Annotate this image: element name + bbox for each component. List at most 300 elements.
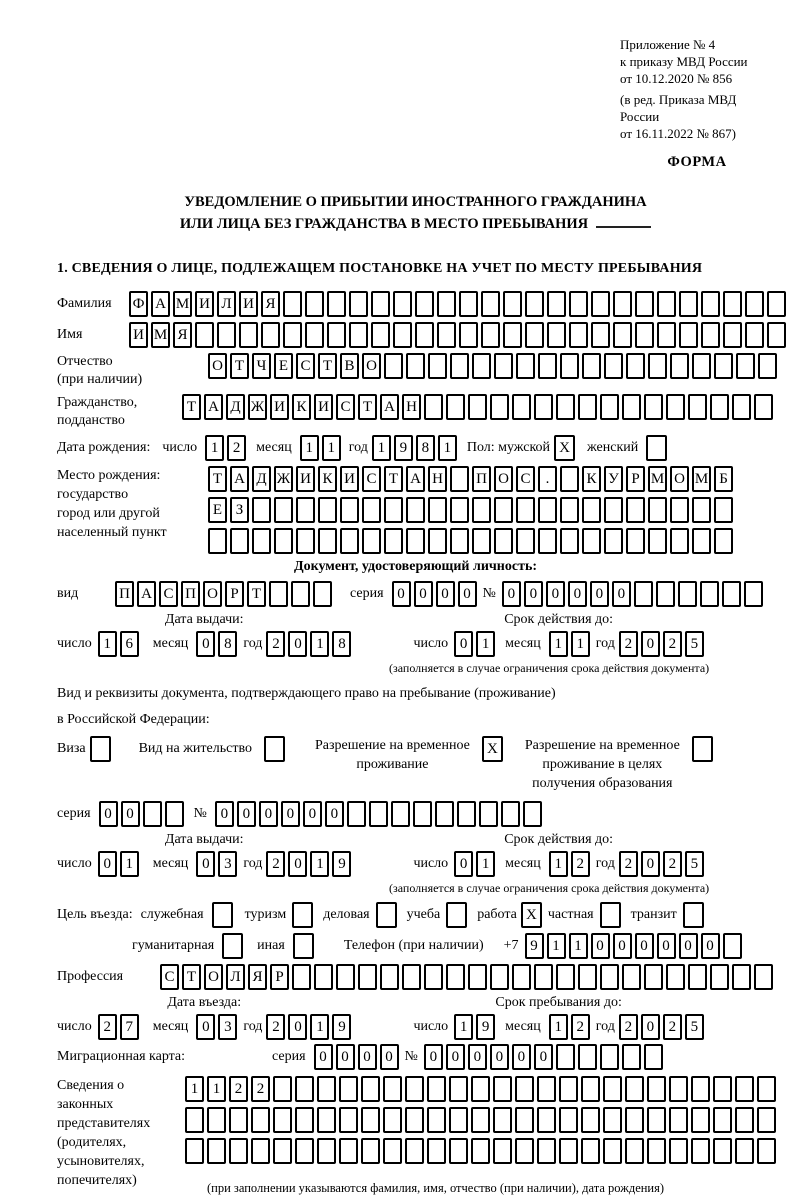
form-cell[interactable] <box>393 322 412 348</box>
form-cell[interactable]: 1 <box>438 435 457 461</box>
form-cell[interactable]: 6 <box>120 631 139 657</box>
temp-residence-checkbox[interactable]: X <box>482 736 503 762</box>
form-cell[interactable] <box>691 1107 710 1133</box>
form-cell[interactable] <box>449 1138 468 1164</box>
form-cell[interactable] <box>537 1138 556 1164</box>
form-cell[interactable] <box>283 322 302 348</box>
form-cell[interactable] <box>688 964 707 990</box>
birth-month-field[interactable] <box>300 435 341 461</box>
form-cell[interactable]: Т <box>358 394 377 420</box>
form-cell[interactable] <box>424 394 443 420</box>
form-cell[interactable] <box>358 964 377 990</box>
form-cell[interactable] <box>383 1138 402 1164</box>
form-cell[interactable]: Т <box>182 394 201 420</box>
form-cell[interactable]: 2 <box>663 631 682 657</box>
form-cell[interactable] <box>582 528 601 554</box>
form-cell[interactable] <box>525 322 544 348</box>
form-cell[interactable]: Т <box>247 581 266 607</box>
form-cell[interactable] <box>581 1138 600 1164</box>
form-cell[interactable] <box>604 497 623 523</box>
doc-expiry-month[interactable] <box>549 631 590 657</box>
form-cell[interactable] <box>208 528 227 554</box>
form-cell[interactable] <box>713 1138 732 1164</box>
form-cell[interactable] <box>349 291 368 317</box>
form-cell[interactable] <box>635 291 654 317</box>
residence-permit-checkbox[interactable] <box>264 736 285 762</box>
stay-year[interactable] <box>619 1014 704 1040</box>
form-cell[interactable] <box>710 394 729 420</box>
purpose-other-checkbox[interactable] <box>293 933 314 959</box>
form-cell[interactable] <box>666 964 685 990</box>
form-cell[interactable] <box>626 497 645 523</box>
form-cell[interactable]: 1 <box>571 631 590 657</box>
form-cell[interactable]: 0 <box>468 1044 487 1070</box>
form-cell[interactable] <box>274 497 293 523</box>
form-cell[interactable] <box>415 322 434 348</box>
form-cell[interactable] <box>347 801 366 827</box>
form-cell[interactable]: 0 <box>314 1044 333 1070</box>
form-cell[interactable] <box>560 353 579 379</box>
form-cell[interactable]: 0 <box>392 581 411 607</box>
form-cell[interactable] <box>437 322 456 348</box>
form-cell[interactable]: М <box>173 291 192 317</box>
profession-field[interactable] <box>160 964 773 990</box>
form-cell[interactable] <box>251 1107 270 1133</box>
form-cell[interactable]: И <box>296 466 315 492</box>
form-cell[interactable] <box>591 322 610 348</box>
form-cell[interactable] <box>622 394 641 420</box>
form-cell[interactable] <box>361 1076 380 1102</box>
migration-series-field[interactable] <box>314 1044 399 1070</box>
form-cell[interactable] <box>581 1107 600 1133</box>
birth-place-field-line2[interactable] <box>208 497 733 523</box>
form-cell[interactable]: З <box>230 497 249 523</box>
form-cell[interactable] <box>625 1107 644 1133</box>
form-cell[interactable] <box>692 353 711 379</box>
form-cell[interactable]: С <box>296 353 315 379</box>
form-cell[interactable] <box>625 1138 644 1164</box>
form-cell[interactable] <box>604 353 623 379</box>
form-cell[interactable]: 7 <box>120 1014 139 1040</box>
form-cell[interactable]: 2 <box>227 435 246 461</box>
form-cell[interactable] <box>722 581 741 607</box>
form-cell[interactable]: 0 <box>237 801 256 827</box>
form-cell[interactable] <box>691 1076 710 1102</box>
form-cell[interactable] <box>362 528 381 554</box>
doc-expiry-year[interactable] <box>619 631 704 657</box>
form-cell[interactable]: 9 <box>525 933 544 959</box>
form-cell[interactable] <box>472 497 491 523</box>
form-cell[interactable] <box>380 964 399 990</box>
form-cell[interactable] <box>644 394 663 420</box>
purpose-tourism-checkbox[interactable] <box>292 902 313 928</box>
form-cell[interactable]: Т <box>182 964 201 990</box>
form-cell[interactable] <box>415 291 434 317</box>
form-cell[interactable] <box>625 1076 644 1102</box>
form-cell[interactable] <box>578 964 597 990</box>
form-cell[interactable]: 2 <box>266 631 285 657</box>
form-cell[interactable] <box>647 1107 666 1133</box>
form-cell[interactable]: И <box>239 291 258 317</box>
form-cell[interactable] <box>525 291 544 317</box>
doc-issue-month[interactable] <box>196 631 237 657</box>
form-cell[interactable] <box>600 964 619 990</box>
form-cell[interactable] <box>745 291 764 317</box>
form-cell[interactable] <box>296 528 315 554</box>
form-cell[interactable]: О <box>203 581 222 607</box>
doc-series-field[interactable] <box>392 581 477 607</box>
form-cell[interactable] <box>449 1076 468 1102</box>
form-cell[interactable] <box>427 1076 446 1102</box>
form-cell[interactable]: И <box>195 291 214 317</box>
form-cell[interactable] <box>678 581 697 607</box>
form-cell[interactable] <box>340 528 359 554</box>
form-cell[interactable] <box>274 528 293 554</box>
form-cell[interactable] <box>559 1107 578 1133</box>
form-cell[interactable]: А <box>137 581 156 607</box>
form-cell[interactable] <box>547 322 566 348</box>
form-cell[interactable]: 0 <box>454 851 473 877</box>
form-cell[interactable] <box>435 801 454 827</box>
stay-month[interactable] <box>549 1014 590 1040</box>
purpose-humanitarian-checkbox[interactable] <box>222 933 243 959</box>
residence-number-field[interactable] <box>215 801 542 827</box>
form-cell[interactable]: Т <box>208 466 227 492</box>
form-cell[interactable] <box>512 394 531 420</box>
form-cell[interactable]: О <box>670 466 689 492</box>
form-cell[interactable] <box>515 1138 534 1164</box>
form-cell[interactable]: Т <box>318 353 337 379</box>
form-cell[interactable]: 8 <box>218 631 237 657</box>
form-cell[interactable] <box>369 801 388 827</box>
form-cell[interactable]: 3 <box>218 1014 237 1040</box>
form-cell[interactable] <box>405 1107 424 1133</box>
form-cell[interactable] <box>515 1076 534 1102</box>
form-cell[interactable] <box>305 322 324 348</box>
form-cell[interactable] <box>581 1076 600 1102</box>
purpose-private-checkbox[interactable] <box>600 902 621 928</box>
residence-issue-day[interactable] <box>98 851 139 877</box>
form-cell[interactable]: 1 <box>98 631 117 657</box>
form-cell[interactable] <box>428 497 447 523</box>
form-cell[interactable] <box>313 581 332 607</box>
form-cell[interactable]: 0 <box>641 851 660 877</box>
form-cell[interactable] <box>217 322 236 348</box>
form-cell[interactable]: С <box>159 581 178 607</box>
form-cell[interactable]: И <box>129 322 148 348</box>
form-cell[interactable]: С <box>516 466 535 492</box>
form-cell[interactable] <box>648 528 667 554</box>
form-cell[interactable]: С <box>160 964 179 990</box>
form-cell[interactable] <box>195 322 214 348</box>
form-cell[interactable]: 0 <box>196 1014 215 1040</box>
form-cell[interactable] <box>758 353 777 379</box>
form-cell[interactable] <box>406 497 425 523</box>
form-cell[interactable] <box>468 964 487 990</box>
form-cell[interactable]: 9 <box>394 435 413 461</box>
form-cell[interactable]: 0 <box>490 1044 509 1070</box>
form-cell[interactable] <box>229 1138 248 1164</box>
form-cell[interactable] <box>701 322 720 348</box>
form-cell[interactable]: О <box>208 353 227 379</box>
birth-day-field[interactable] <box>205 435 246 461</box>
form-cell[interactable] <box>603 1107 622 1133</box>
form-cell[interactable] <box>371 291 390 317</box>
form-cell[interactable]: И <box>340 466 359 492</box>
form-cell[interactable] <box>666 394 685 420</box>
form-cell[interactable] <box>754 394 773 420</box>
form-cell[interactable]: 2 <box>571 851 590 877</box>
form-cell[interactable] <box>383 1107 402 1133</box>
form-cell[interactable]: 2 <box>619 851 638 877</box>
form-cell[interactable] <box>349 322 368 348</box>
form-cell[interactable] <box>512 964 531 990</box>
form-cell[interactable]: 0 <box>325 801 344 827</box>
form-cell[interactable] <box>296 497 315 523</box>
form-cell[interactable]: 0 <box>679 933 698 959</box>
form-cell[interactable]: 2 <box>619 1014 638 1040</box>
form-cell[interactable] <box>634 581 653 607</box>
form-cell[interactable] <box>538 528 557 554</box>
form-cell[interactable] <box>185 1107 204 1133</box>
form-cell[interactable] <box>723 291 742 317</box>
form-cell[interactable] <box>318 528 337 554</box>
form-cell[interactable] <box>481 291 500 317</box>
form-cell[interactable] <box>534 964 553 990</box>
form-cell[interactable] <box>446 394 465 420</box>
form-cell[interactable] <box>701 291 720 317</box>
form-cell[interactable] <box>384 528 403 554</box>
form-cell[interactable] <box>723 322 742 348</box>
form-cell[interactable] <box>723 933 742 959</box>
residence-expiry-year[interactable] <box>619 851 704 877</box>
form-cell[interactable]: А <box>151 291 170 317</box>
form-cell[interactable]: 3 <box>218 851 237 877</box>
form-cell[interactable] <box>626 353 645 379</box>
form-cell[interactable]: М <box>151 322 170 348</box>
form-cell[interactable] <box>424 964 443 990</box>
sex-male-checkbox[interactable]: X <box>554 435 575 461</box>
phone-field[interactable] <box>525 933 742 959</box>
stay-day[interactable] <box>454 1014 495 1040</box>
form-cell[interactable] <box>437 291 456 317</box>
form-cell[interactable] <box>393 291 412 317</box>
form-cell[interactable]: 0 <box>259 801 278 827</box>
form-cell[interactable] <box>516 353 535 379</box>
form-cell[interactable] <box>538 497 557 523</box>
form-cell[interactable] <box>239 322 258 348</box>
form-cell[interactable] <box>291 581 310 607</box>
form-cell[interactable]: 2 <box>619 631 638 657</box>
form-cell[interactable]: Д <box>252 466 271 492</box>
form-cell[interactable] <box>143 801 162 827</box>
citizenship-field[interactable] <box>182 394 773 420</box>
purpose-study-checkbox[interactable] <box>446 902 467 928</box>
form-cell[interactable] <box>754 964 773 990</box>
form-cell[interactable] <box>428 353 447 379</box>
form-cell[interactable]: 1 <box>549 851 568 877</box>
form-cell[interactable] <box>501 801 520 827</box>
form-cell[interactable]: 1 <box>372 435 391 461</box>
form-cell[interactable]: 0 <box>446 1044 465 1070</box>
form-cell[interactable]: 8 <box>332 631 351 657</box>
form-cell[interactable] <box>427 1138 446 1164</box>
form-cell[interactable]: 1 <box>569 933 588 959</box>
form-cell[interactable] <box>757 1107 776 1133</box>
form-cell[interactable]: П <box>115 581 134 607</box>
form-cell[interactable] <box>757 1138 776 1164</box>
doc-number-field[interactable] <box>502 581 763 607</box>
purpose-business-checkbox[interactable] <box>376 902 397 928</box>
form-cell[interactable]: 0 <box>303 801 322 827</box>
purpose-official-checkbox[interactable] <box>212 902 233 928</box>
form-cell[interactable]: Н <box>402 394 421 420</box>
form-cell[interactable]: П <box>472 466 491 492</box>
form-cell[interactable] <box>405 1138 424 1164</box>
form-cell[interactable] <box>449 1107 468 1133</box>
form-cell[interactable] <box>468 394 487 420</box>
form-cell[interactable] <box>450 497 469 523</box>
form-cell[interactable] <box>710 964 729 990</box>
form-cell[interactable] <box>556 1044 575 1070</box>
form-cell[interactable] <box>450 353 469 379</box>
form-cell[interactable]: О <box>204 964 223 990</box>
form-cell[interactable] <box>714 497 733 523</box>
form-cell[interactable] <box>582 497 601 523</box>
form-cell[interactable] <box>635 322 654 348</box>
form-cell[interactable] <box>384 353 403 379</box>
form-cell[interactable] <box>450 466 469 492</box>
form-cell[interactable] <box>569 322 588 348</box>
entry-year[interactable] <box>266 1014 351 1040</box>
form-cell[interactable] <box>679 291 698 317</box>
form-cell[interactable]: 1 <box>310 851 329 877</box>
form-cell[interactable] <box>471 1138 490 1164</box>
form-cell[interactable] <box>713 1107 732 1133</box>
form-cell[interactable] <box>371 322 390 348</box>
form-cell[interactable]: 0 <box>288 851 307 877</box>
form-cell[interactable]: 1 <box>454 1014 473 1040</box>
form-cell[interactable]: 0 <box>121 801 140 827</box>
form-cell[interactable] <box>317 1076 336 1102</box>
form-cell[interactable] <box>745 322 764 348</box>
form-cell[interactable] <box>538 353 557 379</box>
form-cell[interactable] <box>252 497 271 523</box>
form-cell[interactable]: 2 <box>663 1014 682 1040</box>
form-cell[interactable] <box>757 1076 776 1102</box>
form-cell[interactable]: И <box>270 394 289 420</box>
form-cell[interactable] <box>578 394 597 420</box>
form-cell[interactable]: Т <box>384 466 403 492</box>
form-cell[interactable] <box>479 801 498 827</box>
form-cell[interactable] <box>735 1107 754 1133</box>
form-cell[interactable] <box>626 528 645 554</box>
form-cell[interactable]: 0 <box>641 1014 660 1040</box>
form-cell[interactable] <box>391 801 410 827</box>
doc-issue-day[interactable] <box>98 631 139 657</box>
form-cell[interactable] <box>613 291 632 317</box>
form-cell[interactable]: Р <box>626 466 645 492</box>
form-cell[interactable]: К <box>582 466 601 492</box>
form-cell[interactable] <box>494 497 513 523</box>
form-cell[interactable]: 9 <box>332 1014 351 1040</box>
form-cell[interactable]: 5 <box>685 631 704 657</box>
form-cell[interactable]: 0 <box>524 581 543 607</box>
form-cell[interactable] <box>327 291 346 317</box>
form-cell[interactable] <box>603 1138 622 1164</box>
form-cell[interactable] <box>767 291 786 317</box>
form-cell[interactable]: Л <box>226 964 245 990</box>
form-cell[interactable]: С <box>336 394 355 420</box>
form-cell[interactable] <box>361 1138 380 1164</box>
form-cell[interactable]: 0 <box>591 933 610 959</box>
form-cell[interactable]: П <box>181 581 200 607</box>
form-cell[interactable]: 0 <box>424 1044 443 1070</box>
form-cell[interactable]: 0 <box>196 851 215 877</box>
form-cell[interactable]: 0 <box>657 933 676 959</box>
form-cell[interactable] <box>714 528 733 554</box>
form-cell[interactable]: 0 <box>590 581 609 607</box>
representatives-field-line1[interactable] <box>185 1076 776 1102</box>
form-cell[interactable]: 1 <box>547 933 566 959</box>
form-cell[interactable]: 1 <box>310 631 329 657</box>
form-cell[interactable]: У <box>604 466 623 492</box>
representatives-field-line3[interactable] <box>185 1138 776 1164</box>
form-cell[interactable]: Я <box>173 322 192 348</box>
form-cell[interactable] <box>406 528 425 554</box>
form-cell[interactable] <box>670 497 689 523</box>
form-cell[interactable] <box>534 394 553 420</box>
form-cell[interactable] <box>493 1107 512 1133</box>
form-cell[interactable] <box>622 1044 641 1070</box>
form-cell[interactable] <box>405 1076 424 1102</box>
form-cell[interactable] <box>490 964 509 990</box>
form-cell[interactable]: 0 <box>336 1044 355 1070</box>
form-cell[interactable]: 0 <box>635 933 654 959</box>
form-cell[interactable] <box>767 322 786 348</box>
form-cell[interactable]: 0 <box>215 801 234 827</box>
form-cell[interactable]: 5 <box>685 1014 704 1040</box>
form-cell[interactable] <box>384 497 403 523</box>
form-cell[interactable]: М <box>648 466 667 492</box>
form-cell[interactable] <box>165 801 184 827</box>
form-cell[interactable]: 0 <box>98 851 117 877</box>
form-cell[interactable] <box>459 322 478 348</box>
form-cell[interactable]: 2 <box>571 1014 590 1040</box>
form-cell[interactable] <box>402 964 421 990</box>
form-cell[interactable] <box>339 1076 358 1102</box>
form-cell[interactable]: А <box>406 466 425 492</box>
form-cell[interactable] <box>361 1107 380 1133</box>
doc-issue-year[interactable] <box>266 631 351 657</box>
form-cell[interactable] <box>494 528 513 554</box>
form-cell[interactable] <box>413 801 432 827</box>
form-cell[interactable] <box>207 1138 226 1164</box>
patronymic-field[interactable] <box>208 353 777 379</box>
form-cell[interactable] <box>656 581 675 607</box>
form-cell[interactable]: 0 <box>512 1044 531 1070</box>
form-cell[interactable] <box>735 1076 754 1102</box>
form-cell[interactable]: 0 <box>458 581 477 607</box>
form-cell[interactable]: Я <box>261 291 280 317</box>
form-cell[interactable] <box>406 353 425 379</box>
form-cell[interactable] <box>603 1076 622 1102</box>
form-cell[interactable]: Б <box>714 466 733 492</box>
sex-female-checkbox[interactable] <box>646 435 667 461</box>
form-cell[interactable]: 0 <box>534 1044 553 1070</box>
form-cell[interactable]: А <box>204 394 223 420</box>
form-cell[interactable]: Т <box>230 353 249 379</box>
